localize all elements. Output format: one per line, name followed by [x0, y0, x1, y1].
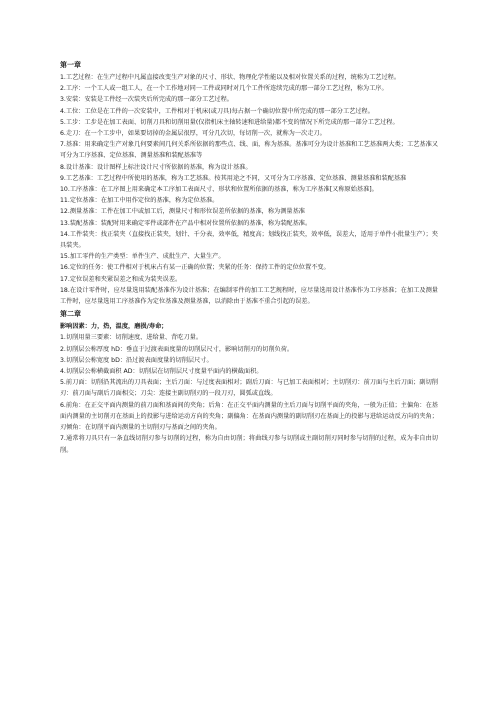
list-item: 17.定位误差和夹紧误差之和成为装夹误差。	[60, 275, 182, 283]
list-item: 影响因素：力，热，温度，磨损/寿命；	[60, 323, 168, 331]
list-item: 3.安装：安装是工件经一次装夹后所完成的那一部分工艺过程。	[60, 96, 233, 104]
list-item: 16.定位的任务：使工件相对于机床占有某一正确的位置；夹紧的任务：保持工件的定位位置不变。	[60, 264, 330, 272]
list-item: 10.工序基准：在工序图上用来确定本工序加工表面尺寸、形状和位置所依据的基准，称为工序基准[又称原始基准]。	[60, 186, 378, 194]
chapter1-list	[60, 72, 438, 307]
list-item: 1.切削用量三要素：切削速度、进给量、背吃刀量。	[60, 334, 203, 342]
list-item: 15.加工零件的生产类型：单件生产、成批生产、大量生产。	[60, 253, 225, 261]
list-item: 9.工艺基准：工艺过程中所使用的基准，称为工艺基准。按其用途之不同，又可分为工序基准、定位基准、测量基准和装配基准	[60, 174, 407, 182]
list-item: 2.工序：一个工人或一组工人，在一个工作地对同一工件或同时对几个工件所连续完成的那一部分工艺过程，称为工序。	[60, 85, 388, 93]
list-item: 11.定位基准：在加工中用作定位的基准，称为定位基准。	[60, 197, 219, 205]
list-item: 6.前角：在正交平面内测量的前刀面和基面间的夹角；后角：在正交平面内测量的主后刀面与切削平面的夹角，一般为正值；主偏角：在基面内测量的主切削刃在基面上的投影与进给运动方向的夹角；副偏角：在基面内测量的副切削刃在基面上的投影与进给运动反方向的夹角；刃倾角：在切削平面内测量的主切削刃与基面之间的夹角。	[60, 401, 438, 432]
list-item: 12.测量基准：工件在加工中或加工后，测量尺寸和形位误差所依据的基准，称为测量基准	[60, 208, 305, 216]
chapter1-title: 第一章	[60, 61, 81, 69]
list-item: 5.前刀面：切削沿其流出的刀具表面；主后刀面：与过度表面相对；副后刀面：与已加工表面相对；主切削刃：前刀面与主后刀面；副切削刃：前刀面与副后刀面相交；刀尖：连接主副切削刃的一段刀刃，圆弧或直线。	[60, 379, 438, 398]
list-item: 4.切削层公称横截面积 AD：切削层在切削层尺寸度量平面内的横截面积。	[60, 368, 263, 376]
chapter2-list	[60, 321, 438, 455]
list-item: 5.工步：工步是在加工表面、切削刀具和切削用量(仅指机床主轴转速和进给量)都不变的情况下所完成的那一部分工艺过程。	[60, 118, 399, 126]
list-item: 7.基准：用来确定生产对象几何要素间几何关系所依据的那些点、线、面，称为基准。基准可分为设计基准和工艺基准两大类；工艺基准又可分为工序基准、定位基准、测量基准和装配基准等	[60, 141, 438, 160]
list-item: 3.切削层公称宽度 bD：沿过渡表面度量的切削层尺寸。	[60, 356, 213, 364]
list-item: 8.设计基准：设计图样上标注设计尺寸所依据的基准，称为设计基准。	[60, 163, 252, 171]
chapter2-title: 第二章	[60, 310, 81, 319]
list-item: 7.通常将刀具只有一条直线切削刃参与切削的过程，称为自由切削；将曲线刃参与切削或主副切削刃同时参与切削的过程，成为非自由切削。	[60, 435, 438, 454]
list-item: 18.在设计零件时，应尽量选用装配基准作为设计基准；在编制零件的加工工艺规程时，应尽量选用设计基准作为工序基准；在加工及测量工件时，应尽量选用工序基准作为定位基准及测量基准，以消除由于基准不重合引起的误差。	[60, 286, 438, 306]
list-item: 6.走刀：在一个工步中，如果要切掉的金属层很厚，可分几次切，每切削一次，就称为一次走刀。	[60, 130, 326, 138]
list-item: 13.装配基准：装配时用来确定零件或部件在产品中相对位置所依据的基准，称为装配基准。	[60, 219, 312, 227]
list-item: 14.工件装夹：找正装夹（直接找正装夹，划针、千分表，效率低，精度高；划线找正装夹，效率低，误差大，适用于单件小批量生产）；夹具装夹。	[60, 230, 438, 250]
list-item: 4.工位：工位是在工件的一次安装中，工件相对于机床(或刀具)每占据一个确切位置中所完成的那一部分工艺过程。	[60, 107, 374, 115]
list-item: 1.工艺过程：在生产过程中凡属直接改变生产对象的尺寸、形状、物理化学性能以及相对位置关系的过程，统称为工艺过程。	[60, 74, 401, 81]
list-item: 2.切削层公称厚度 hD：垂直于过渡表面度量的切削层尺寸，影响切削刃的切削负荷。	[60, 345, 294, 353]
